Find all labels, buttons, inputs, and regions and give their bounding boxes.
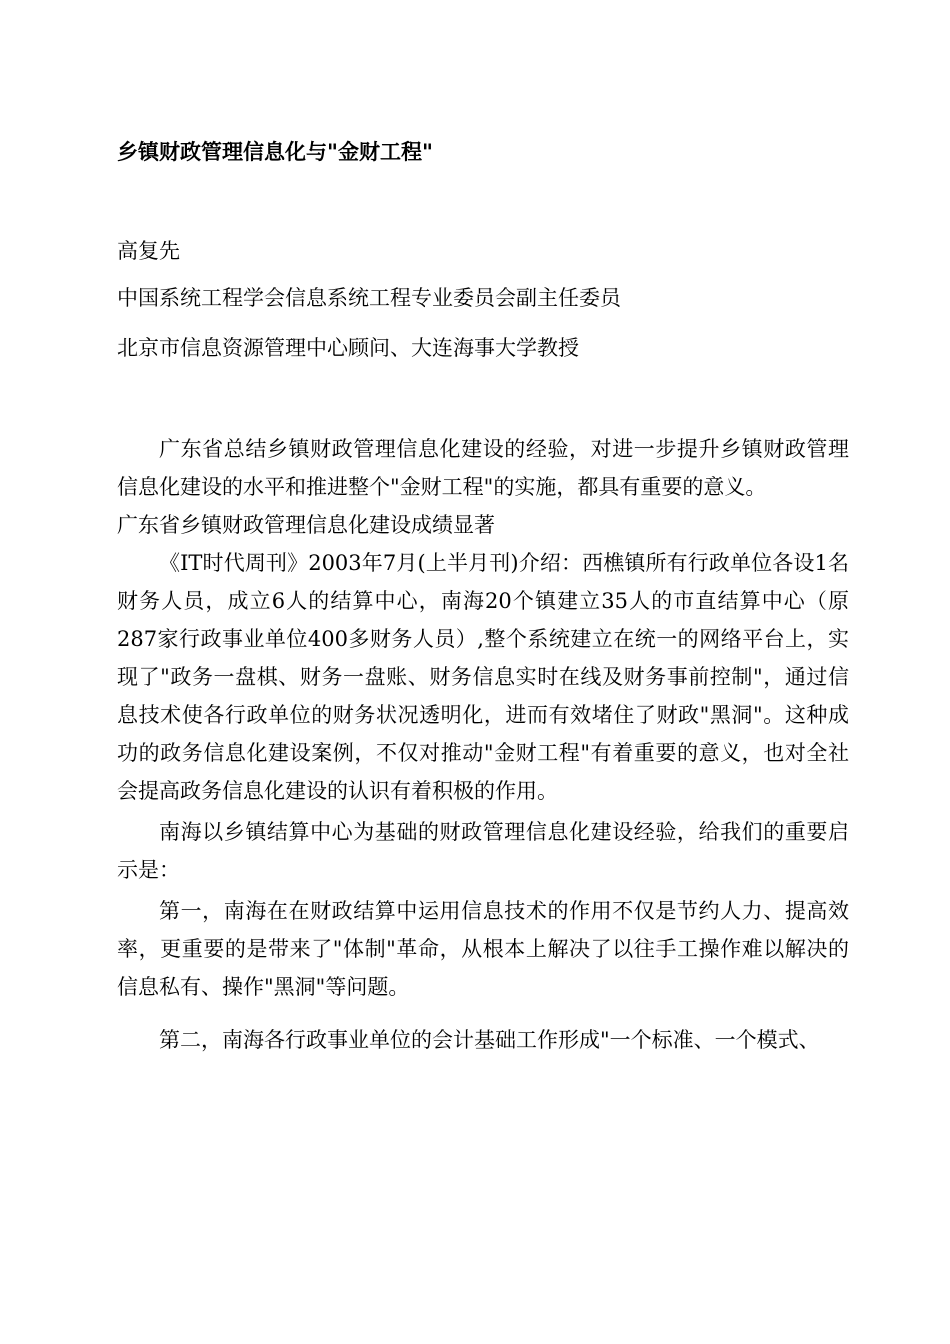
section-heading: 广东省乡镇财政管理信息化建设成绩显著 bbox=[117, 513, 495, 537]
paragraph-1: 《IT时代周刊》2003年7月(上半月刊)介绍：西樵镇所有行政单位各设1名财务人员，成立6人的结算中心，南海20个镇建立35人的市直结算中心（原287家行政事业单位400多财务人员）,整个系统建立在统一的网络平台上，实现了"政务一盘棋、财务一盘账、财务信息实时在线及财务事前控制"，通过信息技术使各行政单位的财务状况透明化，进而有效堵住了财政"黑洞"。这种成功的政务信息化建设案例，不仅对推动"金财工程"有着重要的意义，也对全社会提高政务信息化建设的认识有着积极的作用。 bbox=[117, 551, 849, 803]
paragraph-4: 第二，南海各行政事业单位的会计基础工作形成"一个标准、一个模式、 bbox=[159, 1028, 820, 1052]
author-name: 高复先 bbox=[117, 239, 180, 263]
paragraph-3: 第一，南海在在财政结算中运用信息技术的作用不仅是节约人力、提高效率，更重要的是带来了"体制"革命，从根本上解决了以往手工操作难以解决的信息私有、操作"黑洞"等问题。 bbox=[117, 899, 849, 999]
author-affiliation-2: 北京市信息资源管理中心顾问、大连海事大学教授 bbox=[117, 336, 579, 360]
document-body bbox=[117, 430, 849, 1059]
paragraph-intro: 广东省总结乡镇财政管理信息化建设的经验，对进一步提升乡镇财政管理信息化建设的水平和推进整个"金财工程"的实施，都具有重要的意义。 bbox=[117, 437, 849, 499]
document-title: 乡镇财政管理信息化与"金财工程" bbox=[117, 140, 433, 164]
paragraph-2: 南海以乡镇结算中心为基础的财政管理信息化建设经验，给我们的重要启示是： bbox=[117, 820, 849, 882]
author-affiliation-1: 中国系统工程学会信息系统工程专业委员会副主任委员 bbox=[117, 286, 621, 310]
